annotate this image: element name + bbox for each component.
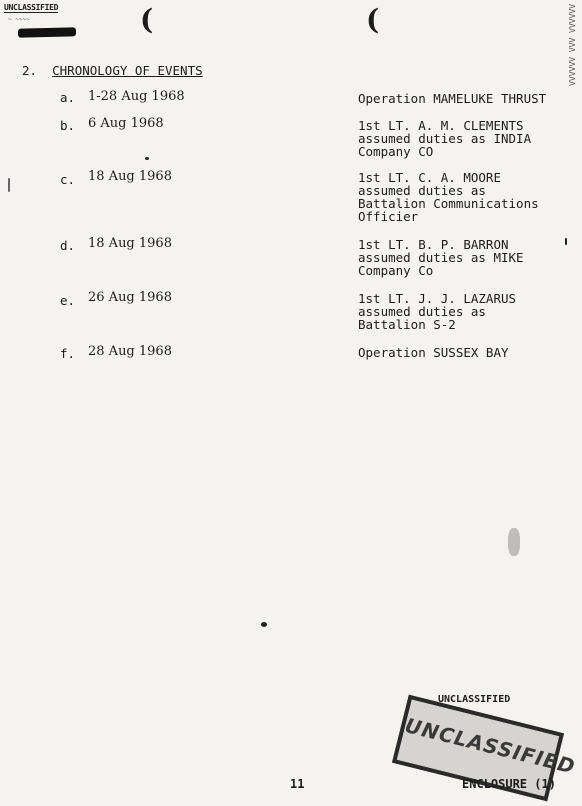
event-letter: d. — [60, 238, 76, 253]
event-desc-line: assumed duties as — [358, 304, 486, 319]
event-desc-line: 1st LT. B. P. BARRON — [358, 237, 509, 252]
event-date: 18 Aug 1968 — [88, 169, 172, 184]
event-desc-line: Operation MAMELUKE THRUST — [358, 91, 547, 106]
enclosure-label: ENCLOSURE (1) — [462, 777, 556, 791]
event-date: 26 Aug 1968 — [88, 290, 172, 305]
footer-classification: UNCLASSIFIED — [438, 694, 511, 705]
section-heading — [22, 65, 203, 77]
header-classification: UNCLASSIFIED — [4, 3, 59, 12]
event-date: 18 Aug 1968 — [88, 236, 172, 251]
scan-mark — [565, 238, 567, 245]
margin-stamp-text: ΛΛΛΛΛΛ ΛΛΛ ΛΛΛΛΛΛ — [567, 4, 576, 86]
scan-speck — [145, 157, 149, 160]
event-desc-line: Operation SUSSEX BAY — [358, 345, 509, 360]
event-desc-line: Company Co — [358, 263, 434, 278]
event-letter: f. — [60, 346, 76, 361]
event-date: 6 Aug 1968 — [88, 116, 164, 131]
scan-mark — [8, 178, 10, 192]
event-desc-line: assumed duties as INDIA — [358, 131, 532, 146]
event-desc-line: Battalion S-2 — [358, 317, 456, 332]
event-letter: c. — [60, 172, 76, 187]
event-desc-line: 1st LT. A. M. CLEMENTS — [358, 118, 524, 133]
scan-smudge — [508, 528, 520, 556]
stamp-text: UNCLASSIFIED — [402, 713, 578, 779]
scan-speck — [261, 622, 267, 627]
event-letter: a. — [60, 90, 76, 105]
event-date: 1-28 Aug 1968 — [88, 89, 185, 104]
header-scribble: ~ ~~~~ — [8, 16, 30, 23]
event-desc-line: 1st LT. C. A. MOORE — [358, 170, 501, 185]
punch-hole-right: ( — [366, 3, 380, 36]
redaction-bar — [18, 27, 76, 38]
event-letter: e. — [60, 293, 76, 308]
event-desc-line: assumed duties as MIKE — [358, 250, 524, 265]
event-letter: b. — [60, 118, 76, 133]
page-number: 11 — [290, 777, 305, 791]
event-desc-line: assumed duties as — [358, 183, 486, 198]
event-desc-line: 1st LT. J. J. LAZARUS — [358, 291, 517, 306]
event-desc-line: Officier — [358, 209, 419, 224]
section-title: CHRONOLOGY OF EVENTS — [52, 63, 203, 78]
punch-hole-left: ( — [140, 3, 154, 36]
event-date: 28 Aug 1968 — [88, 344, 172, 359]
event-desc-line: Battalion Communications — [358, 196, 539, 211]
section-number: 2. — [22, 63, 38, 78]
event-desc-line: Company CO — [358, 144, 434, 159]
